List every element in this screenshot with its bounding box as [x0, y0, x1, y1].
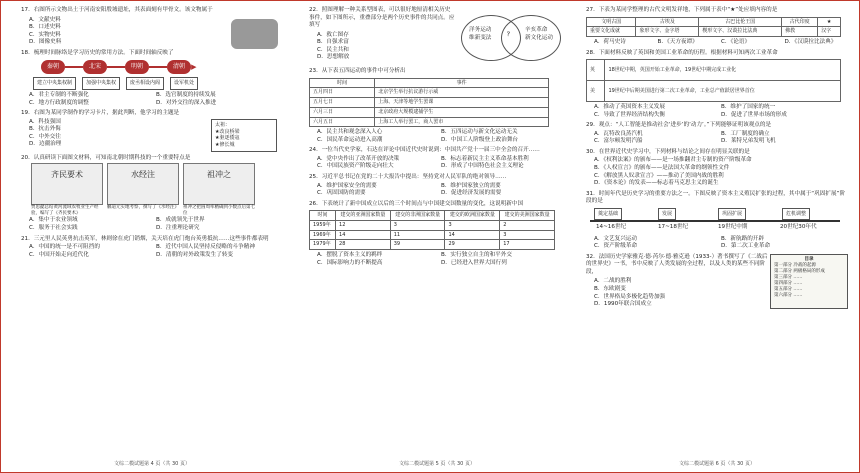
- option: C．中国民族资产阶级走向壮大: [317, 163, 394, 170]
- table-cell: 上海、天津等地学生罢课: [375, 98, 549, 108]
- table-cell: 重要文化成就: [587, 27, 636, 37]
- option: A．《权利法案》的颁布——是一场推翻君主专制的资产阶级革命: [594, 157, 752, 164]
- option: A．文艺复兴运动: [594, 235, 637, 242]
- option: C．实物史料: [29, 31, 61, 38]
- option: A．救亡图存: [317, 31, 349, 38]
- option: B．新航路的开辟: [721, 235, 764, 242]
- table-cell: 14: [445, 230, 500, 240]
- options-row: [309, 183, 565, 191]
- page-footer: 文综二模试题第 5 页（共 30 页）: [399, 461, 475, 468]
- venn-diagram: [455, 7, 565, 65]
- table-cell: 18世纪中期，英国开始工业革命，19世纪中期完成工业化: [605, 60, 841, 81]
- table-28: [586, 59, 841, 102]
- option: B．实行独立自主的和平外交: [441, 252, 512, 259]
- option: B．抗击外侮: [29, 126, 61, 133]
- table-cell: 五月四日: [310, 88, 375, 98]
- options-row: [586, 39, 848, 47]
- table-cell: 3: [500, 230, 555, 240]
- stage-time: 19世纪中期: [718, 223, 748, 230]
- question-24: 24．一位当代史学家，石达在评论中国近代史时说到：中国共产党十一届三中全会的召开……: [309, 147, 540, 154]
- option: C．巩固国防的需要: [317, 190, 366, 197]
- question-22-block: [309, 7, 565, 65]
- table-row: [310, 230, 555, 240]
- table-cell: 六月五日: [310, 117, 375, 127]
- figure-caption: 贾思勰总结黄河流域农牧业生产经验，编写了《齐民要术》: [31, 205, 99, 217]
- table-row: [310, 117, 549, 127]
- table-cell: 五月七日: [310, 98, 375, 108]
- option: B．工厂制度的确立: [721, 130, 770, 137]
- oracle-bone-image: [231, 19, 278, 49]
- option: B．维护了国家的统一: [721, 104, 776, 111]
- page-4: [21, 7, 283, 472]
- options-row: [586, 112, 848, 120]
- table-cell: 六月三日: [310, 107, 375, 117]
- question-18: 18．梳理时间脉络是学习历史的常用方法。下面时间轴反映了: [21, 49, 174, 56]
- table-row: [310, 240, 555, 250]
- table-cell: 39: [390, 240, 445, 250]
- table-cell: 3: [445, 220, 500, 230]
- options-row: [21, 244, 283, 252]
- table-header: 事件: [375, 78, 549, 88]
- table-row: [587, 81, 841, 102]
- options-row: [309, 252, 565, 260]
- stage-timeline: [586, 208, 848, 234]
- timeline-box: 加强中央集权: [82, 77, 120, 90]
- card-line: 第六部分 ……: [774, 293, 803, 299]
- option: A．瓦特改良蒸汽机: [594, 130, 643, 137]
- options-row: [309, 260, 565, 268]
- option: D．促进了世界市场的形成: [721, 111, 787, 118]
- table-header: 古代印度: [782, 17, 818, 27]
- timeline-connector: [107, 66, 125, 68]
- card-line: 第一部分 冷战的起源: [774, 262, 816, 268]
- table-header: 建交的非洲国家数量: [390, 211, 445, 221]
- figure-zuchongzhi: [183, 163, 255, 217]
- option: A．君主专制的不断强化: [29, 92, 89, 99]
- options-row: [586, 104, 848, 112]
- arrow-right-icon: ▶: [191, 62, 197, 71]
- figure-caption: 祖冲之把圆周率精确到小数点后第七位: [183, 205, 255, 217]
- option: A．推动了英国资本主义发展: [594, 104, 665, 111]
- card-line: 第五部分 ……: [774, 287, 803, 293]
- question-23: 23．从下表五四运动的事件中可分析出: [309, 68, 406, 74]
- table-cell: 29: [445, 240, 500, 250]
- table-cell: 北京学生举行抗议游行示威: [375, 88, 549, 98]
- stage-label: 危机调整: [782, 208, 810, 221]
- question-19-body: [21, 119, 283, 152]
- table-row: [587, 27, 841, 37]
- figure-caption: 郦道元实地考察，撰写了《水经注》: [107, 205, 179, 211]
- question-30: 30．在世界近代史学习中，下列材料与结论之间存在明显关联的是: [586, 148, 750, 155]
- option: D．对外交往的深入推进: [156, 99, 217, 106]
- table-header: 古巴比伦王国: [699, 17, 782, 27]
- question-27: 27．下表为某同学整理的古代文明发祥地，下列属于表中“★”处应填内容的是: [586, 7, 778, 13]
- option: D．形成了中国特色社会主义理论: [441, 163, 524, 170]
- option: D．促进经济发展的需要: [441, 190, 502, 197]
- option: D．1990年联合国成立: [594, 301, 652, 308]
- option: D．思想解放: [317, 54, 350, 61]
- option: A．文献史料: [29, 16, 61, 23]
- table-header: 建交的欧洲国家数量: [445, 211, 500, 221]
- table-cell: 汉字: [818, 27, 841, 37]
- table-cell: 美: [587, 81, 605, 102]
- card-line: 第二部分 两极格局的形成: [774, 268, 825, 274]
- page-footer: 文综二模试题第 4 页（共 30 页）: [114, 461, 190, 468]
- option: D．《汉谟拉比法典》: [784, 39, 837, 46]
- timeline-node: 北宋: [83, 60, 107, 74]
- question-26: 26．下表统计了新中国成立以后的三个时间点与中国建交国数量的变化，这说明新中国: [309, 200, 524, 207]
- portrait-image: 祖冲之: [183, 163, 255, 205]
- options-row: [21, 217, 283, 225]
- option: B．近代中国人民坚持反侵略的斗争精神: [156, 244, 255, 251]
- timeline-node: 清朝: [167, 60, 191, 74]
- option: C．富尔顿发明汽船: [594, 138, 643, 145]
- options-row: [586, 243, 848, 251]
- timeline-connector: [65, 66, 83, 68]
- table-row: [310, 98, 549, 108]
- table-cell: 北京政府大规模逮捕学生: [375, 107, 549, 117]
- option: B．口述史料: [29, 24, 61, 31]
- stage-label: 发展: [658, 208, 676, 221]
- venn-label: 洋务运动: [469, 27, 492, 33]
- option: A．摆脱了资本主义的羁绊: [317, 252, 383, 259]
- option: B．标志着新民主主义革命基本胜利: [441, 155, 529, 162]
- options-row: [21, 92, 283, 100]
- table-header: ★: [818, 17, 841, 27]
- option: C．服务于社会实践: [29, 224, 78, 231]
- option: B．《人权宣言》的颁布——是法国大革命的纲领性文件: [594, 164, 730, 171]
- venn-right-labels: [525, 27, 553, 42]
- study-card: [211, 119, 277, 152]
- option: D．注重理论研究: [156, 224, 200, 231]
- timeline-node: 明朝: [125, 60, 149, 74]
- option: D．图像史料: [29, 39, 62, 46]
- table-cell: 12: [336, 220, 391, 230]
- table-cell: 14: [336, 230, 391, 240]
- question-17: 17．右图所示文物出土于河南安阳殷墟遗址，其表面刻有甲骨文。该文物属于: [21, 7, 213, 13]
- card-line: 第三部分 ……: [774, 274, 803, 280]
- timeline-box: 设军机处: [170, 77, 198, 90]
- card-line: ★修长城: [215, 142, 235, 149]
- option: D．中国工人阶级登上政治舞台: [441, 136, 519, 143]
- question-31: 31．时间年代是历史学习的重要方法之一。下图反映了资本主义殖民扩张的过程，其中属于“巩固扩展”阶段的是: [586, 190, 846, 205]
- venn-label: 维新变法: [469, 34, 492, 41]
- question-32-block: [586, 254, 848, 309]
- option: C．《论语》: [721, 39, 751, 46]
- option: B．东欧剧变: [594, 285, 626, 292]
- table-cell: 1969年: [310, 230, 336, 240]
- option: A．科技强国: [29, 118, 61, 125]
- table-cell: 1959年: [310, 220, 336, 230]
- page-5: [309, 7, 565, 472]
- table-header: 古埃及: [636, 17, 699, 27]
- option: B．成就领先于世界: [156, 217, 205, 224]
- question-21: 21．三元里人民英勇抗击英军，林则徐在虎门销烟，关天培在虎门炮台英勇抵抗……这些事件都表明: [21, 235, 269, 242]
- table-cell: 上海工人举行罢工，商人罢市: [375, 117, 549, 127]
- option: D．清朝的对外政策发生了转变: [156, 251, 234, 258]
- option: B．五四运动与新文化运动无关: [441, 129, 518, 136]
- question-19: 19．右图为某同学制作的学习卡片，据此判断，他学习的主题是: [21, 110, 180, 117]
- question-29: 29．观点：“人工智能是推动社会‘进步’的‘动力’。”下列能够证明该观点的是: [586, 122, 772, 129]
- card-line: ★驱逐倭寇: [215, 135, 240, 142]
- question-25: 25．习近平总书记在党的二十大报告中提出：坚持党对人民军队的绝对领导……: [309, 174, 507, 181]
- question-22: 22．照图理解一种关系型图表，可以很好地厘清相关历史事件，如下图所示，重叠部分是两个历史事件的共同点。应填写: [309, 7, 455, 29]
- stage-time: 14~16世纪: [596, 223, 627, 230]
- options-row: [309, 163, 565, 171]
- option: C．民主共和: [317, 46, 349, 53]
- options-row: [21, 252, 283, 260]
- option: A．二战的胜利: [594, 278, 632, 285]
- options-row: [21, 100, 283, 108]
- question-28: 28．下面材料反映了英国和美国工业革命的历程。根据材料可知两次工业革命: [586, 49, 778, 56]
- table-26: [309, 210, 555, 250]
- option: C．世界格局多极化趋势加强: [594, 293, 666, 300]
- stage-time: 20世纪30年代: [780, 223, 817, 230]
- options-row: [309, 129, 565, 137]
- question-32: 32．法国历史学家雅克·德·芮尔·德·雅克逊（1933-）著书撰写了《二战后的世界史》一书，书中反映了人类发展的全过程，以及人类的某些不同阶段，: [586, 253, 768, 275]
- table-row: [310, 107, 549, 117]
- options-row: [21, 225, 283, 233]
- table-header: 时间: [310, 211, 336, 221]
- option: B．自强求富: [317, 39, 349, 46]
- card-line: 第四部分 ……: [774, 281, 803, 287]
- option: A．党中央作出了改革开放的决策: [317, 155, 400, 162]
- option: D．莱特兄弟发明飞机: [721, 138, 776, 145]
- table-row: [310, 220, 555, 230]
- table-row: [310, 88, 549, 98]
- options-row: [309, 137, 565, 145]
- timeline: [41, 60, 283, 74]
- table-cell: 28: [336, 240, 391, 250]
- table-row: [587, 60, 841, 81]
- venn-overlap: ？: [507, 32, 513, 38]
- option: A．维护国家安全的需要: [317, 182, 377, 189]
- timeline-box: 建立中央集权制: [33, 77, 76, 90]
- table-cell: 象形文字、金字塔: [636, 27, 699, 37]
- table-cell: 2: [500, 220, 555, 230]
- options-row: [586, 138, 848, 146]
- options-row: [309, 190, 565, 198]
- stage-time: 17~18世纪: [658, 223, 689, 230]
- option: A．中国的统一是不可阻挡的: [29, 244, 100, 251]
- table-27: [586, 17, 841, 38]
- table-cell: 1979年: [310, 240, 336, 250]
- question-20-figures: [31, 163, 283, 217]
- timeline-boxes: [33, 77, 283, 90]
- option: B．《天方夜谭》: [657, 39, 698, 46]
- table-cell: 3: [390, 220, 445, 230]
- book-image: 水经注: [107, 163, 179, 205]
- timeline-connector: [149, 66, 167, 68]
- stage-label: 奠定基础: [594, 208, 622, 221]
- venn-label: 辛亥革命: [525, 27, 548, 33]
- option: D．边疆治理: [29, 141, 62, 148]
- table-cell: 佛教: [782, 27, 818, 37]
- card-line: ★改良桥梁: [215, 128, 240, 135]
- card-line: 太祖：: [215, 121, 231, 128]
- option: B．选官制度的持续发展: [156, 92, 216, 99]
- table-cell: 楔形文字、汉谟拉比法典: [699, 27, 782, 37]
- option: C．资产阶级革命: [594, 243, 638, 250]
- figure-qimin: [31, 163, 103, 217]
- table-cell: 英: [587, 60, 605, 81]
- table-header: 文明古国: [587, 17, 636, 27]
- table-header: 时间: [310, 78, 375, 88]
- option: C．中外交往: [29, 133, 61, 140]
- table-header: 建交的亚洲国家数量: [336, 211, 391, 221]
- option: D．第二次工业革命: [721, 243, 771, 250]
- stage-label: 巩固扩展: [718, 208, 746, 221]
- option: C．《解放黑人奴隶宣言》——推动了美国内战的胜利: [594, 172, 724, 179]
- option: C．中国开始走向近代化: [29, 251, 89, 258]
- table-23: [309, 78, 549, 128]
- table-cell: 11: [390, 230, 445, 240]
- option: C．国际影响力的不断提高: [317, 259, 383, 266]
- figure-shuijing: [107, 163, 179, 217]
- question-20: 20．认真研读下面图文材料，可知南北朝时期科技的一个重要特点是: [21, 154, 191, 161]
- option: C．地方行政制度的调整: [29, 99, 89, 106]
- table-header: 建交的美洲国家数量: [500, 211, 555, 221]
- option: A．民主共和观念深入人心: [317, 129, 383, 136]
- book-contents-card: [770, 254, 848, 309]
- venn-label: 新文化运动: [525, 34, 553, 41]
- venn-left-labels: [469, 27, 491, 42]
- option: C．国民革命运动进入高潮: [317, 136, 383, 143]
- option: B．维护国家独立的需要: [441, 182, 501, 189]
- option: A．集中于农业领域: [29, 217, 78, 224]
- option: A．荷马史诗: [594, 39, 626, 46]
- timeline-node: 秦朝: [41, 60, 65, 74]
- book-image: 齐民要术: [31, 163, 103, 205]
- page-6: [586, 7, 848, 472]
- table-cell: 17: [500, 240, 555, 250]
- timeline-box: 废丞相设内阁: [126, 77, 164, 90]
- option: D．《资本论》的发表——标志着马克思主义的诞生: [594, 180, 719, 187]
- page-footer: 文综二模试题第 6 页（共 30 页）: [679, 461, 755, 468]
- option: C．导致了世界经济结构失衡: [594, 111, 666, 118]
- card-title: 目录: [804, 256, 814, 262]
- option: D．已经进入世界大国行列: [441, 259, 507, 266]
- table-cell: 19世纪中后期美国进行第二次工业革命，工业总产值跃居世界首位: [605, 81, 841, 102]
